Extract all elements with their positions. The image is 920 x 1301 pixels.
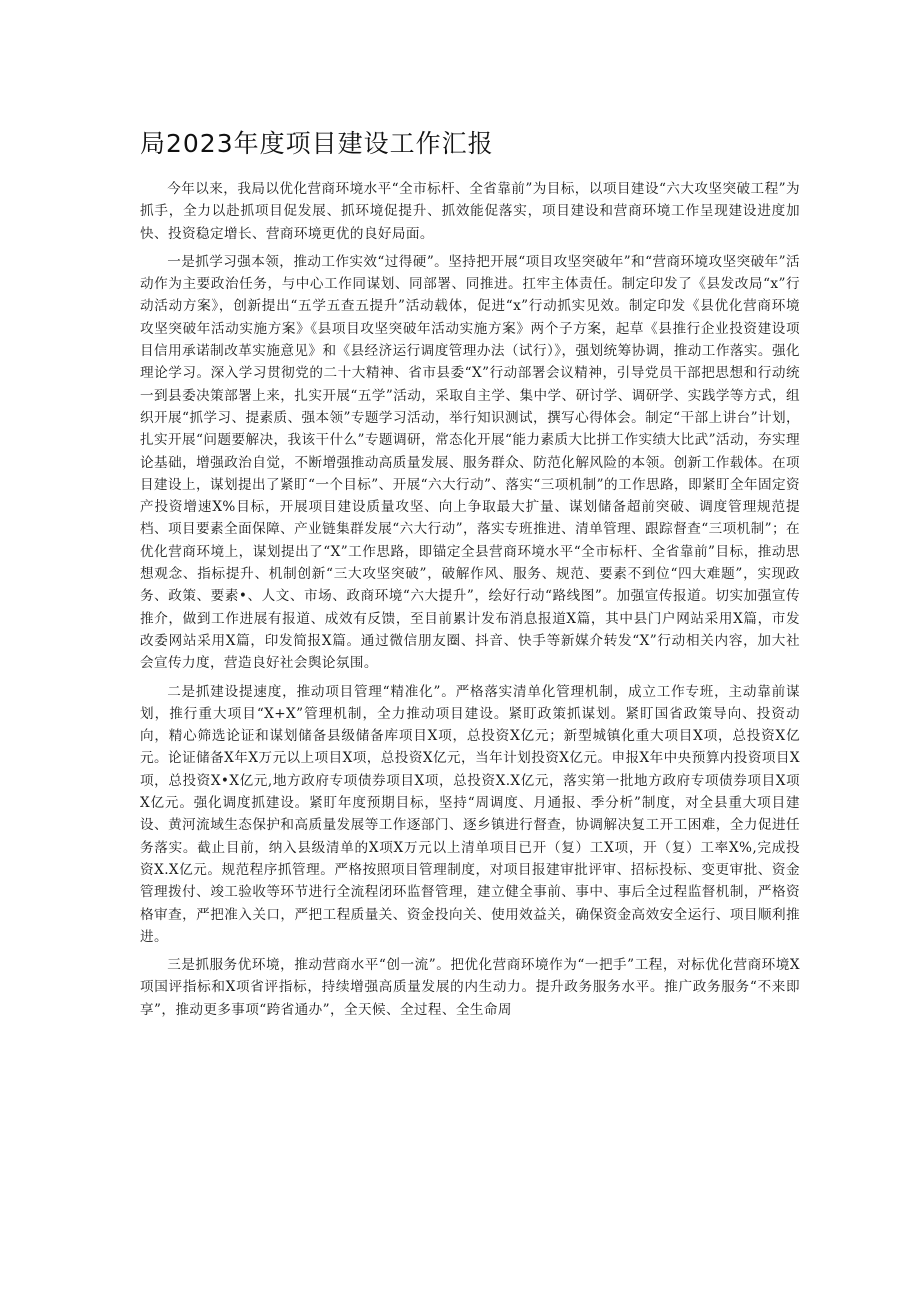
paragraph-section-3: 三是抓服务优环境，推动营商水平“创一流”。把优化营商环境作为“一把手”工程，对标优化营商环境X项国评指标和X项省评指标，持续增强高质量发展的内生动力。提升政务服务水平。推广政务服务“不来即享”，推动更多事项“跨省通办”，全天候、全过程、全生命周 xyxy=(140,957,800,1018)
paragraph-section-1: 一是抓学习强本领，推动工作实效“过得硬”。坚持把开展“项目攻坚突破年”和“营商环境攻坚突破年”活动作为主要政治任务，与中心工作同谋划、同部署、同推进。扛牢主体责任。制定印发了《县发改局“x”行动活动方案》，创新提出“五学五查五提升”活动载体，促进“x”行动抓实见效。制定印发《县优化营商环境攻坚突破年活动实施方案》《县项目攻坚突破年活动实施方案》两个子方案，起草《县推行企业投资建设项目信用承诺制改革实施意见》和《县经济运行调度管理办法（试行）》，强划统筹协调，推动工作落实。强化理论学习。深入学习贯彻党的二十大精神、省市县委“X”行动部署会议精神，引导党员干部把思想和行动统一到县委决策部署上来，扎实开展“五学”活动，采取自主学、集中学、研讨学、调研学、实践学等方式，组织开展“抓学习、提素质、强本领”专题学习活动，举行知识测试，撰写心得体会。制定“干部上讲台”计划，扎实开展“问题要解决，我该干什么”专题调研，常态化开展“能力素质大比拼工作实绩大比武”活动，夯实理论基础，增强政治自觉，不断增强推动高质量发展、服务群众、防范化解风险的本领。创新工作载体。在项目建设上，谋划提出了紧盯“一个目标”、开展“六大行动”、落实“三项机制”的工作思路，即紧盯全年固定资产投资增速X%目标，开展项目建设质量攻坚、向上争取最大扩量、谋划储备超前突破、调度管理规范提档、项目要素全面保障、产业链集群发展“六大行动”，落实专班推进、清单管理、跟踪督查“三项机制”；在优化营商环境上，谋划提出了“X”工作思路，即锚定全县营商环境水平“全市标杆、全省靠前”目标，推动思想观念、指标提升、机制创新“三大攻坚突破”，破解作风、服务、规范、要素不到位“四大难题”，实现政务、政策、要素•、人文、市场、政商环境“六大提升”，绘好行动“路线图”。加强宣传报道。切实加强宣传推介，做到工作进展有报道、成效有反馈，至目前累计发布消息报道X篇，其中县门户网站采用X篇，市发改委网站采用X篇，印发简报X篇。通过微信朋友圈、抖音、快手等新媒介转发“X”行动相关内容，加大社会宣传力度，营造良好社会舆论氛围。 xyxy=(140,253,800,672)
document-body xyxy=(140,178,800,1027)
document-title: 局2023年度项目建设工作汇报 xyxy=(140,129,494,158)
paragraph-section-2: 二是抓建设提速度，推动项目管理“精准化”。严格落实清单化管理机制，成立工作专班，主动靠前谋划，推行重大项目“X+X”管理机制，全力推动项目建设。紧盯政策抓谋划。紧盯国省政策导向、投资动向，精心筛选论证和谋划储备县级储备库项目X项，总投资X亿元；新型城镇化重大项目X项，总投资X亿元。论证储备X年X万元以上项目X项，总投资X亿元，当年计划投资X亿元。申报X年中央预算内投资项目X项，总投资X•X亿元,地方政府专项债券项目X项，总投资X.X亿元，落实第一批地方政府专项债券项目X项X亿元。强化调度抓建设。紧盯年度预期目标，坚持“周调度、月通报、季分析”制度，对全县重大项目建设、黄河流域生态保护和高质量发展等工作逐部门、逐乡镇进行督查，协调解决复工开工困难，全力促进任务落实。截止目前，纳入县级清单的X项X万元以上清单项目已开（复）工X项，开（复）工率X%,完成投资X.X亿元。规范程序抓管理。严格按照项目管理制度，对项目报建审批评审、招标投标、变更审批、资金管理拨付、竣工验收等环节进行全流程闭环监督管理，建立健全事前、事中、事后全过程监督机制，严格资格审查，严把准入关口，严把工程质量关、资金投向关、使用效益关，确保资金高效安全运行、项目顺利推进。 xyxy=(140,683,800,945)
paragraph-intro: 今年以来，我局以优化营商环境水平“全市标杆、全省靠前”为目标，以项目建设“六大攻坚突破工程”为抓手，全力以赴抓项目促发展、抓环境促提升、抓效能促落实，项目建设和营商环境工作呈现建设进度加快、投资稳定增长、营商环境更优的良好局面。 xyxy=(140,181,800,242)
